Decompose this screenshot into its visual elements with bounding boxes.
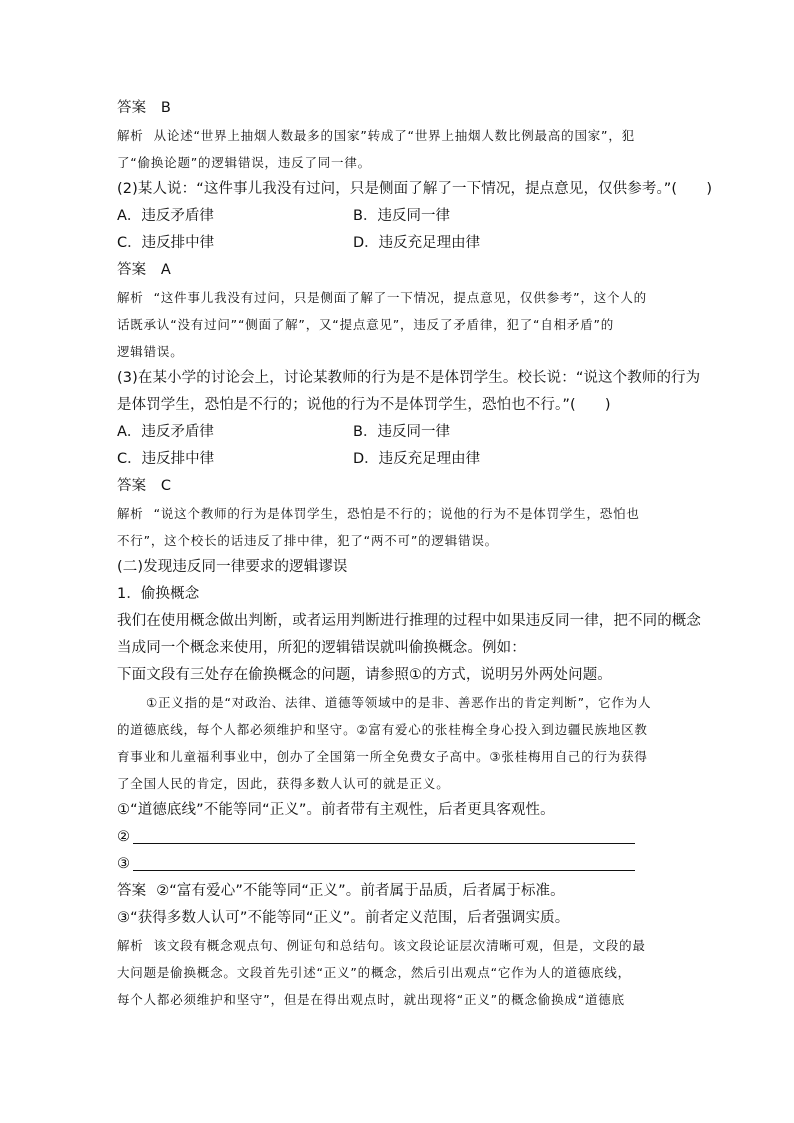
- section2-answer-line-1: [117, 878, 682, 905]
- q1-analysis-line-1: [117, 122, 682, 149]
- task-instruction: 下面文段有三处存在偷换概念的问题，请参照①的方式，说明另外两处问题。: [117, 667, 612, 683]
- q3-options-row-2: [117, 446, 682, 473]
- example-answer: ①“道德底线”不能等同“正义”。前者带有主观性，后者更具客观性。: [117, 802, 555, 818]
- sub-heading: 1．偷换概念: [117, 586, 200, 602]
- blank-number: ②: [117, 829, 130, 845]
- q1-analysis-line-2: 了“偷换论题”的逻辑错误，违反了同一律。: [117, 155, 371, 170]
- section-heading: (二)发现违反同一律要求的逻辑谬误: [117, 559, 348, 575]
- answer-value: A: [160, 262, 171, 278]
- q2-analysis-line-2: 话既承认“没有过问”“侧面了解”，又“提点意见”，违反了矛盾律，犯了“自相矛盾”的: [117, 317, 615, 332]
- q2-answer: [117, 257, 682, 284]
- option-a: A．违反矛盾律: [117, 208, 214, 224]
- answer-label: 答案: [117, 100, 147, 116]
- q3-stem-line-1: (3)在某小学的讨论会上，讨论某教师的行为是不是体罚学生。校长说：“说这个教师的行为: [117, 370, 701, 386]
- analysis-text: “这件事儿我没有过问，只是侧面了解了一下情况，提点意见，仅供参考”，这个人的: [153, 290, 647, 305]
- option-c: C．违反排中律: [117, 451, 215, 467]
- option-d: D．违反充足理由律: [353, 235, 481, 251]
- passage-line-2: 的道德底线，每个人都必须维护和坚守。②富有爱心的张桂梅全身心投入到边疆民族地区教: [117, 722, 648, 737]
- answer-blank-line[interactable]: [133, 870, 635, 871]
- blank-row-3: [117, 851, 682, 878]
- analysis-text: 从论述“世界上抽烟人数最多的国家”转成了“世界上抽烟人数比例最高的国家”，犯: [153, 128, 635, 143]
- passage-line-4: 了全国人民的肯定，因此，获得多数人认可的就是正义。: [117, 776, 450, 791]
- answer-value: C: [160, 478, 172, 494]
- analysis-text: “说这个教师的行为是体罚学生，恐怕是不行的；说他的行为不是体罚学生，恐怕也: [153, 506, 640, 521]
- q3-answer: [117, 473, 682, 500]
- document-page: [117, 95, 713, 1013]
- section2-answer-line-2: ③“获得多数人认可”不能等同“正义”。前者定义范围，后者强调实质。: [117, 910, 570, 926]
- analysis-label: 解析: [117, 938, 144, 953]
- option-b: B．违反同一律: [353, 424, 450, 440]
- section2-analysis-line-2: 大问题是偷换概念。文段首先引述“正义”的概念，然后引出观点“它作为人的道德底线，: [117, 965, 631, 980]
- intro-line-2: 当成同一个概念来使用，所犯的逻辑错误就叫偷换概念。例如：: [117, 640, 526, 656]
- answer-label: 答案: [117, 883, 147, 899]
- q2-stem: (2)某人说：“这件事儿我没有过问，只是侧面了解了一下情况，提点意见，仅供参考。”( ): [117, 181, 713, 197]
- blank-row-2: [117, 824, 682, 851]
- q2-options-row-2: [117, 230, 682, 257]
- intro-line-1: 我们在使用概念做出判断，或者运用判断进行推理的过程中如果违反同一律，把不同的概念: [117, 613, 701, 629]
- section2-analysis-line-1: [117, 932, 682, 959]
- option-b: B．违反同一律: [353, 208, 450, 224]
- q3-stem-line-2: 是体罚学生，恐怕是不行的；说他的行为不是体罚学生，恐怕也不行。”( ): [117, 397, 611, 413]
- q3-options-row-1: [117, 419, 682, 446]
- passage-line-1: ①正义指的是“对政治、法律、道德等领域中的是非、善恶作出的肯定判断”，它作为人: [146, 695, 652, 710]
- answer-text: ②“富有爱心”不能等同“正义”。前者属于品质，后者属于标准。: [156, 883, 565, 899]
- analysis-label: 解析: [117, 128, 144, 143]
- answer-label: 答案: [117, 478, 147, 494]
- answer-value: B: [160, 100, 171, 116]
- option-d: D．违反充足理由律: [353, 451, 481, 467]
- option-c: C．违反排中律: [117, 235, 215, 251]
- analysis-label: 解析: [117, 290, 144, 305]
- q3-analysis-line-1: [117, 500, 682, 527]
- passage-line-3: 育事业和儿童福利事业中，创办了全国第一所全免费女子高中。③张桂梅用自己的行为获得: [117, 749, 648, 764]
- analysis-text: 该文段有概念观点句、例证句和总结句。该文段论证层次清晰可观，但是，文段的最: [153, 938, 646, 953]
- option-a: A．违反矛盾律: [117, 424, 214, 440]
- q3-analysis-line-2: 不行”，这个校长的话违反了排中律，犯了“两不可”的逻辑错误。: [117, 533, 498, 548]
- q2-analysis-line-3: 逻辑错误。: [117, 344, 184, 359]
- answer-label: 答案: [117, 262, 147, 278]
- analysis-label: 解析: [117, 506, 144, 521]
- q2-analysis-line-1: [117, 284, 682, 311]
- section2-analysis-line-3: 每个人都必须维护和坚守”，但是在得出观点时，就出现将“正义”的概念偷换成“道德底: [117, 992, 625, 1007]
- q2-options-row-1: [117, 203, 682, 230]
- answer-blank-line[interactable]: [133, 843, 635, 844]
- q1-answer: [117, 95, 682, 122]
- blank-number: ③: [117, 856, 130, 872]
